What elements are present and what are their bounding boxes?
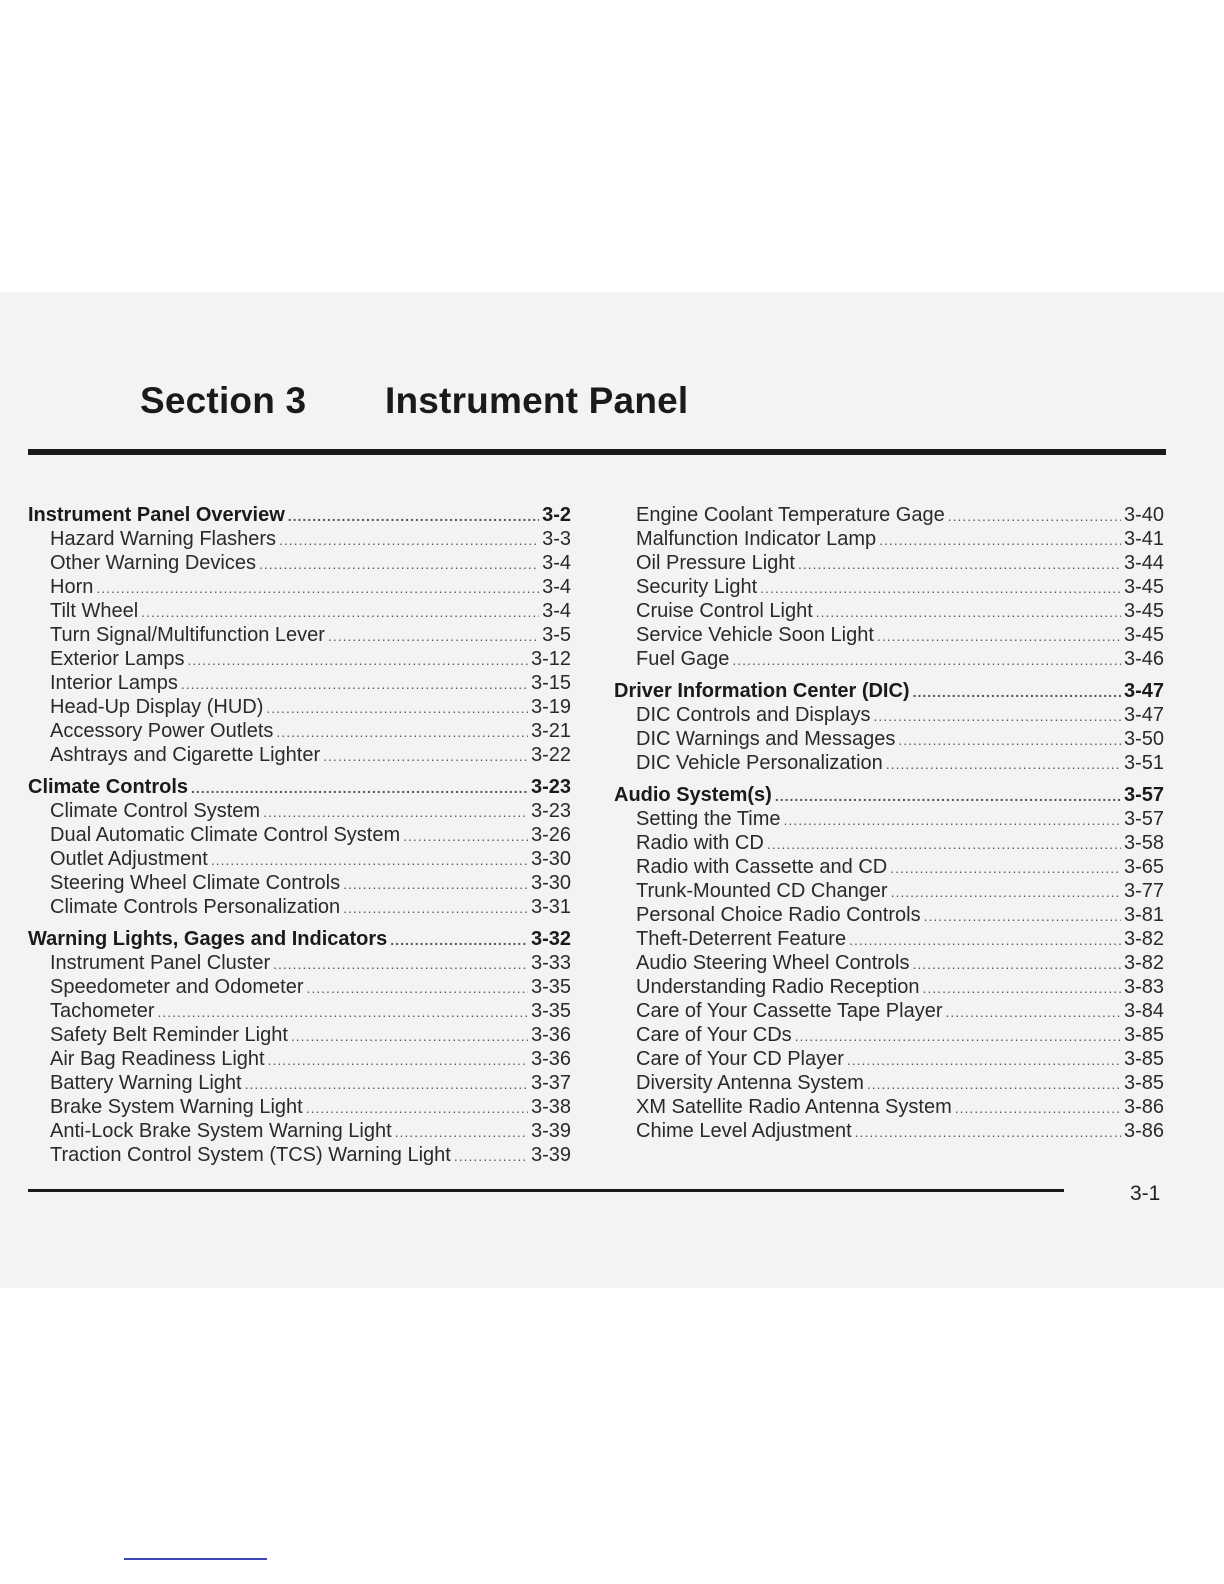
toc-entry-page: 3-82 (1123, 952, 1164, 974)
toc-entry[interactable] (614, 807, 1164, 831)
toc-entry-label: Climate Control System (50, 800, 261, 822)
toc-entry[interactable] (28, 1119, 571, 1143)
toc-entry-page: 3-83 (1123, 976, 1164, 998)
toc-entry-page: 3-45 (1123, 624, 1164, 646)
toc-entry-page: 3-21 (530, 720, 571, 742)
toc-entry-label: Security Light (636, 576, 758, 598)
dot-leader (816, 600, 1121, 624)
toc-entry[interactable] (28, 647, 571, 671)
toc-entry-page: 3-77 (1123, 880, 1164, 902)
toc-entry-label: Instrument Panel Cluster (50, 952, 271, 974)
toc-entry-label: Malfunction Indicator Lamp (636, 528, 877, 550)
toc-entry-label: Service Vehicle Soon Light (636, 624, 874, 646)
toc-entry[interactable] (28, 1143, 571, 1167)
toc-heading[interactable] (28, 503, 571, 527)
dot-leader (181, 672, 528, 696)
dot-leader (948, 504, 1121, 528)
dot-leader (343, 872, 528, 896)
toc-entry-label: Cruise Control Light (636, 600, 813, 622)
toc-entry[interactable] (614, 951, 1164, 975)
dot-leader (798, 552, 1121, 576)
dot-leader (291, 1024, 528, 1048)
toc-entry-page: 3-58 (1123, 832, 1164, 854)
toc-entry-page: 3-85 (1123, 1072, 1164, 1094)
toc-entry-label: Air Bag Readiness Light (50, 1048, 265, 1070)
dot-leader (879, 528, 1121, 552)
toc-entry-label: Battery Warning Light (50, 1072, 242, 1094)
toc-entry-page: 3-47 (1123, 704, 1164, 726)
toc-entry[interactable] (614, 599, 1164, 623)
toc-entry-page: 3-36 (530, 1024, 571, 1046)
toc-entry[interactable] (614, 1071, 1164, 1095)
dot-leader (912, 952, 1120, 976)
footer-link-underline[interactable] (124, 1558, 267, 1560)
dot-leader (191, 776, 528, 800)
dot-leader (890, 856, 1121, 880)
toc-entry-label: Understanding Radio Reception (636, 976, 920, 998)
toc-entry[interactable] (28, 671, 571, 695)
toc-entry-label: Steering Wheel Climate Controls (50, 872, 341, 894)
toc-entry[interactable] (28, 1023, 571, 1047)
toc-entry-page: 3-32 (530, 928, 571, 950)
toc-entry-page: 3-44 (1123, 552, 1164, 574)
toc-entry-page: 3-22 (530, 744, 571, 766)
dot-leader (96, 576, 539, 600)
toc-column-right (614, 503, 1164, 1143)
toc-entry-page: 3-85 (1123, 1048, 1164, 1070)
toc-entry[interactable] (614, 751, 1164, 775)
toc-entry[interactable] (28, 799, 571, 823)
toc-entry-label: Tachometer (50, 1000, 155, 1022)
toc-entry-page: 3-86 (1123, 1120, 1164, 1142)
toc-entry-label: Head-Up Display (HUD) (50, 696, 264, 718)
toc-entry-page: 3-33 (530, 952, 571, 974)
toc-entry[interactable] (28, 719, 571, 743)
dot-leader (273, 952, 528, 976)
dot-leader (390, 928, 528, 952)
toc-entry-label: DIC Controls and Displays (636, 704, 871, 726)
dot-leader (877, 624, 1121, 648)
toc-entry[interactable] (28, 1095, 571, 1119)
toc-heading[interactable] (28, 927, 571, 951)
toc-entry[interactable] (614, 575, 1164, 599)
header-rule (28, 449, 1166, 455)
toc-entry-page: 3-65 (1123, 856, 1164, 878)
toc-entry-page: 3-47 (1123, 680, 1164, 702)
toc-entry-page: 3-23 (530, 776, 571, 798)
toc-entry-label: Driver Information Center (DIC) (614, 680, 910, 702)
toc-entry-page: 3-15 (530, 672, 571, 694)
toc-entry[interactable] (614, 623, 1164, 647)
dot-leader (188, 648, 528, 672)
toc-entry-label: Warning Lights, Gages and Indicators (28, 928, 388, 950)
toc-entry-label: Tilt Wheel (50, 600, 139, 622)
toc-entry[interactable] (28, 951, 571, 975)
toc-entry-label: Radio with Cassette and CD (636, 856, 888, 878)
toc-column-left (28, 503, 571, 1167)
toc-entry-page: 3-39 (530, 1120, 571, 1142)
dot-leader (211, 848, 528, 872)
toc-entry-page: 3-38 (530, 1096, 571, 1118)
toc-entry-label: Personal Choice Radio Controls (636, 904, 921, 926)
toc-entry-page: 3-35 (530, 976, 571, 998)
dot-leader (874, 704, 1121, 728)
dot-leader (263, 800, 528, 824)
toc-entry-label: Radio with CD (636, 832, 764, 854)
toc-entry-page: 3-35 (530, 1000, 571, 1022)
dot-leader (867, 1072, 1121, 1096)
dot-leader (760, 576, 1121, 600)
dot-leader (323, 744, 528, 768)
toc-entry-page: 3-37 (530, 1072, 571, 1094)
toc-entry-page: 3-45 (1123, 600, 1164, 622)
dot-leader (775, 784, 1121, 808)
toc-entry-page: 3-57 (1123, 808, 1164, 830)
dot-leader (268, 1048, 528, 1072)
toc-entry-label: DIC Vehicle Personalization (636, 752, 883, 774)
dot-leader (784, 808, 1121, 832)
toc-entry[interactable] (28, 527, 571, 551)
toc-entry[interactable] (614, 1095, 1164, 1119)
toc-entry-page: 3-39 (530, 1144, 571, 1166)
toc-entry-page: 3-86 (1123, 1096, 1164, 1118)
toc-entry-label: Exterior Lamps (50, 648, 185, 670)
toc-entry[interactable] (28, 999, 571, 1023)
toc-entry-page: 3-57 (1123, 784, 1164, 806)
toc-entry-page: 3-2 (542, 504, 571, 526)
dot-leader (913, 680, 1121, 704)
toc-entry-label: Traction Control System (TCS) Warning Light (50, 1144, 451, 1166)
toc-entry[interactable] (28, 575, 571, 599)
toc-entry-page: 3-5 (542, 624, 571, 646)
toc-entry[interactable] (614, 1047, 1164, 1071)
toc-entry-page: 3-82 (1123, 928, 1164, 950)
dot-leader (923, 976, 1121, 1000)
toc-entry-page: 3-4 (542, 576, 571, 598)
toc-entry-label: Speedometer and Odometer (50, 976, 304, 998)
dot-leader (276, 720, 528, 744)
dot-leader (259, 552, 539, 576)
toc-entry-page: 3-31 (530, 896, 571, 918)
toc-entry-label: Fuel Gage (636, 648, 730, 670)
toc-entry-label: Safety Belt Reminder Light (50, 1024, 288, 1046)
toc-entry-label: Care of Your CD Player (636, 1048, 844, 1070)
toc-entry[interactable] (28, 623, 571, 647)
dot-leader (795, 1024, 1121, 1048)
toc-entry[interactable] (614, 703, 1164, 727)
dot-leader (955, 1096, 1121, 1120)
toc-entry[interactable] (614, 831, 1164, 855)
section-label: Section 3 (140, 380, 307, 421)
toc-entry-page: 3-36 (530, 1048, 571, 1070)
toc-entry[interactable] (614, 1119, 1164, 1143)
toc-entry[interactable] (614, 1023, 1164, 1047)
toc-entry-label: Ashtrays and Cigarette Lighter (50, 744, 321, 766)
dot-leader (343, 896, 528, 920)
toc-entry-page: 3-51 (1123, 752, 1164, 774)
dot-leader (279, 528, 539, 552)
toc-entry-page: 3-46 (1123, 648, 1164, 670)
toc-heading[interactable] (28, 775, 571, 799)
dot-leader (158, 1000, 528, 1024)
dot-leader (924, 904, 1121, 928)
toc-entry-page: 3-40 (1123, 504, 1164, 526)
toc-entry-page: 3-30 (530, 872, 571, 894)
toc-entry[interactable] (28, 743, 571, 767)
dot-leader (395, 1120, 528, 1144)
toc-entry[interactable] (614, 927, 1164, 951)
dot-leader (855, 1120, 1121, 1144)
toc-entry[interactable] (28, 975, 571, 999)
toc-entry-label: Interior Lamps (50, 672, 178, 694)
toc-entry-label: Other Warning Devices (50, 552, 256, 574)
toc-entry-label: Care of Your CDs (636, 1024, 792, 1046)
toc-entry-label: Brake System Warning Light (50, 1096, 303, 1118)
dot-leader (403, 824, 528, 848)
toc-entry-label: Dual Automatic Climate Control System (50, 824, 401, 846)
dot-leader (245, 1072, 528, 1096)
toc-entry[interactable] (28, 847, 571, 871)
toc-entry-page: 3-30 (530, 848, 571, 870)
toc-entry[interactable] (614, 727, 1164, 751)
toc-entry-label: Anti-Lock Brake System Warning Light (50, 1120, 392, 1142)
dot-leader (307, 976, 528, 1000)
toc-entry[interactable] (614, 647, 1164, 671)
toc-entry[interactable] (28, 1071, 571, 1095)
toc-heading[interactable] (614, 679, 1164, 703)
page-number: 3-1 (1130, 1182, 1161, 1205)
section-title: Instrument Panel (385, 380, 689, 421)
toc-entry-page: 3-23 (530, 800, 571, 822)
toc-heading[interactable] (614, 783, 1164, 807)
toc-entry[interactable] (614, 551, 1164, 575)
dot-leader (141, 600, 539, 624)
toc-entry-page: 3-3 (542, 528, 571, 550)
toc-entry[interactable] (614, 903, 1164, 927)
toc-entry-label: Diversity Antenna System (636, 1072, 864, 1094)
toc-entry[interactable] (614, 503, 1164, 527)
toc-entry-label: Engine Coolant Temperature Gage (636, 504, 945, 526)
toc-entry-page: 3-12 (530, 648, 571, 670)
toc-entry-label: Theft-Deterrent Feature (636, 928, 847, 950)
toc-entry-page: 3-4 (542, 552, 571, 574)
toc-entry-label: Climate Controls Personalization (50, 896, 341, 918)
toc-entry-label: Climate Controls (28, 776, 189, 798)
dot-leader (454, 1144, 528, 1168)
dot-leader (266, 696, 528, 720)
toc-entry-label: Turn Signal/Multifunction Lever (50, 624, 325, 646)
footer-rule (28, 1189, 1064, 1192)
toc-entry[interactable] (614, 999, 1164, 1023)
dot-leader (306, 1096, 528, 1120)
toc-entry-label: Audio Steering Wheel Controls (636, 952, 910, 974)
toc-entry[interactable] (614, 879, 1164, 903)
toc-entry-label: DIC Warnings and Messages (636, 728, 896, 750)
toc-entry[interactable] (28, 895, 571, 919)
dot-leader (945, 1000, 1120, 1024)
toc-entry-label: Hazard Warning Flashers (50, 528, 277, 550)
toc-entry-label: Accessory Power Outlets (50, 720, 274, 742)
toc-entry[interactable] (28, 823, 571, 847)
dot-leader (732, 648, 1121, 672)
toc-entry[interactable] (28, 871, 571, 895)
toc-entry-page: 3-84 (1123, 1000, 1164, 1022)
toc-entry-label: Instrument Panel Overview (28, 504, 285, 526)
dot-leader (891, 880, 1121, 904)
toc-entry[interactable] (614, 527, 1164, 551)
toc-entry-label: Setting the Time (636, 808, 781, 830)
toc-entry[interactable] (28, 551, 571, 575)
toc-entry-label: Care of Your Cassette Tape Player (636, 1000, 943, 1022)
toc-entry[interactable] (28, 695, 571, 719)
toc-entry-label: Trunk-Mounted CD Changer (636, 880, 888, 902)
toc-entry-label: Audio System(s) (614, 784, 772, 806)
toc-entry[interactable] (614, 855, 1164, 879)
dot-leader (847, 1048, 1121, 1072)
toc-entry[interactable] (28, 1047, 571, 1071)
toc-entry-label: Horn (50, 576, 94, 598)
toc-entry-page: 3-45 (1123, 576, 1164, 598)
toc-entry-page: 3-26 (530, 824, 571, 846)
section-header (140, 380, 688, 430)
toc-entry[interactable] (614, 975, 1164, 999)
toc-entry-page: 3-85 (1123, 1024, 1164, 1046)
toc-entry-page: 3-19 (530, 696, 571, 718)
toc-entry-label: Chime Level Adjustment (636, 1120, 852, 1142)
dot-leader (886, 752, 1121, 776)
toc-entry-page: 3-50 (1123, 728, 1164, 750)
dot-leader (849, 928, 1121, 952)
toc-entry-label: XM Satellite Radio Antenna System (636, 1096, 952, 1118)
toc-entry-page: 3-4 (542, 600, 571, 622)
toc-entry-label: Outlet Adjustment (50, 848, 208, 870)
dot-leader (767, 832, 1121, 856)
toc-entry-page: 3-81 (1123, 904, 1164, 926)
toc-entry[interactable] (28, 599, 571, 623)
dot-leader (288, 504, 539, 528)
dot-leader (328, 624, 539, 648)
dot-leader (898, 728, 1121, 752)
toc-entry-page: 3-41 (1123, 528, 1164, 550)
toc-entry-label: Oil Pressure Light (636, 552, 795, 574)
